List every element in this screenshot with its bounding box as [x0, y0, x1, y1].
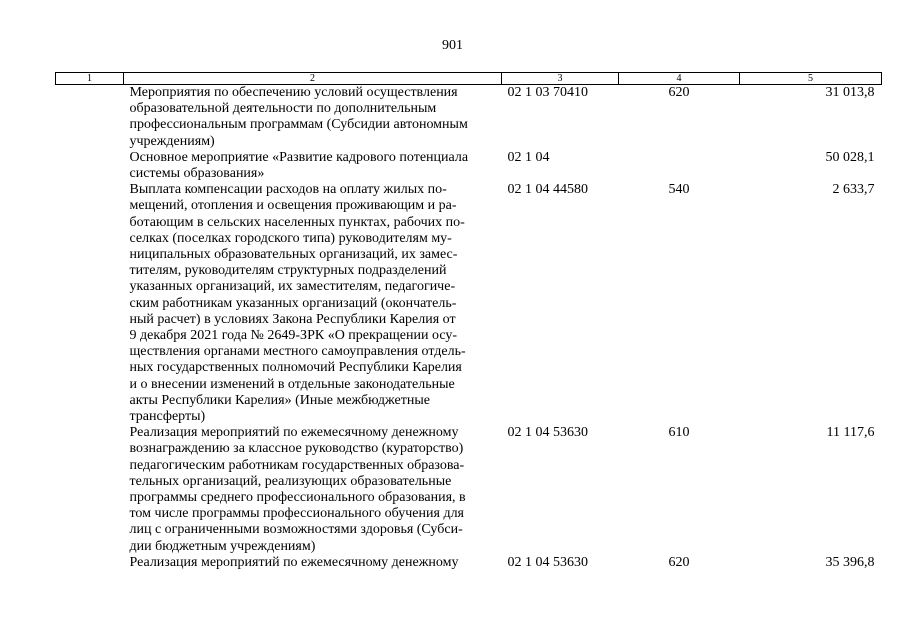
row-expense-type: 620 — [668, 85, 690, 100]
description-line: ный расчет) в условиях Закона Республики Карелия от — [129, 311, 456, 327]
description-line: ществления органами местного самоуправления отдель- — [129, 344, 466, 360]
column-header-4: 4 — [619, 73, 740, 85]
row-amount: 31 013,8 — [825, 85, 875, 100]
description-line: лиц с ограниченными возможностями здоровья (Субси- — [129, 522, 463, 538]
description-line: указанных организаций, их заместителям, педагогиче- — [129, 279, 456, 295]
row-code: 02 1 03 70410 — [507, 85, 588, 100]
row-expense-type: 620 — [668, 554, 690, 570]
description-line: мещений, отопления и освещения проживающим и ра- — [129, 198, 457, 214]
row-code: 02 1 04 53630 — [507, 554, 588, 570]
row-number-cell — [56, 425, 124, 555]
row-description — [124, 425, 502, 555]
row-description — [124, 555, 502, 571]
description-line: ных государственных полномочий Республики Карелия — [129, 360, 462, 376]
description-line: Выплата компенсации расходов на оплату жилых по- — [129, 182, 447, 198]
column-header-3: 3 — [502, 73, 619, 85]
description-line: тителям, руководителям структурных подразделений — [129, 263, 447, 279]
description-line: акты Республики Карелия» (Иные межбюджетные — [129, 392, 430, 408]
column-header-1: 1 — [56, 73, 124, 85]
description-line: профессиональным программам (Субсидии автономным — [129, 117, 468, 133]
row-description — [124, 182, 502, 425]
description-line: Основное мероприятие «Развитие кадрового потенциала — [129, 149, 469, 165]
column-header-5: 5 — [740, 73, 882, 85]
table-header — [56, 73, 882, 85]
column-header-2: 2 — [124, 73, 502, 85]
description-line: образовательной деятельности по дополнительным — [129, 101, 437, 117]
budget-table — [55, 72, 882, 571]
page-number: 901 — [442, 38, 463, 53]
description-line: программы среднего профессионального образования, в — [129, 490, 466, 506]
table-body — [56, 85, 882, 572]
description-line: ским работникам указанных организаций (окончатель- — [129, 295, 457, 311]
table-row — [56, 85, 882, 150]
description-line: Реализация мероприятий по ежемесячному денежному — [129, 554, 459, 570]
row-amount: 2 633,7 — [832, 182, 875, 198]
description-line: тельных организаций, реализующих образовательные — [129, 473, 452, 489]
description-line: вознаграждению за классное руководство (кураторство) — [129, 441, 464, 457]
description-line: селках (поселках городского типа) руководителям му- — [129, 230, 452, 246]
row-number-cell — [56, 555, 124, 571]
description-line: том числе программы профессионального обучения для — [129, 506, 464, 522]
table-row — [56, 555, 882, 571]
row-amount: 35 396,8 — [825, 554, 875, 570]
description-line: трансферты) — [129, 409, 206, 425]
row-amount: 50 028,1 — [825, 149, 875, 165]
row-number-cell — [56, 182, 124, 425]
row-description — [124, 150, 502, 182]
table-row — [56, 425, 882, 555]
row-number-cell — [56, 85, 124, 150]
description-line: 9 декабря 2021 года № 2649-ЗРК «О прекращении осу- — [129, 328, 458, 344]
row-expense-type: 540 — [668, 182, 690, 198]
description-line: педагогическим работникам государственных образова- — [129, 457, 465, 473]
description-line: ботающим в сельских населенных пунктах, рабочих по- — [129, 214, 465, 230]
row-description — [124, 85, 502, 150]
description-line: и о внесении изменений в отдельные законодательные — [129, 376, 455, 392]
description-line: дии бюджетным учреждениям) — [129, 538, 316, 554]
header-row — [56, 73, 882, 85]
table-row — [56, 182, 882, 425]
description-line: системы образования» — [129, 166, 265, 182]
row-expense-type: 610 — [668, 425, 690, 441]
table-row — [56, 150, 882, 182]
description-line: Реализация мероприятий по ежемесячному денежному — [129, 425, 459, 441]
description-line: Мероприятия по обеспечению условий осуществления — [129, 85, 458, 100]
row-amount: 11 117,6 — [826, 425, 875, 441]
row-number-cell — [56, 150, 124, 182]
row-code: 02 1 04 — [507, 149, 550, 165]
row-code: 02 1 04 53630 — [507, 425, 588, 441]
row-code: 02 1 04 44580 — [507, 182, 588, 198]
description-line: ниципальных образовательных организаций, их замес- — [129, 247, 458, 263]
row-expense-type — [619, 150, 740, 182]
description-line: учреждениям) — [129, 133, 215, 149]
